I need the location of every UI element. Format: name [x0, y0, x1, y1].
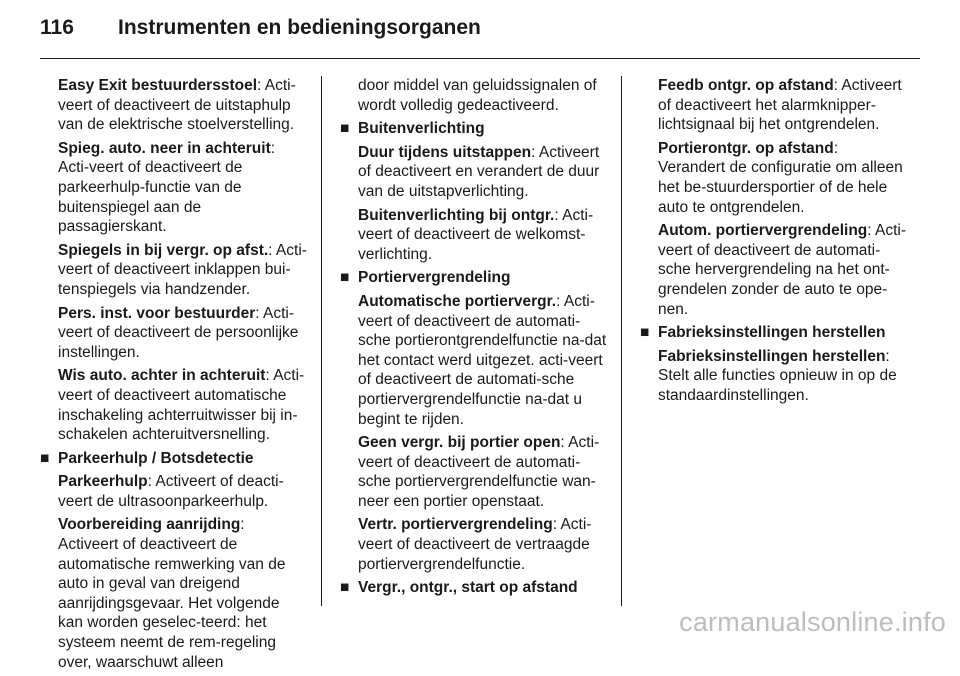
setting-description: : Activeert of deacti-veert de ultrasoonparkeerhulp. — [58, 473, 284, 510]
setting-item — [40, 515, 308, 672]
bullet-icon: ■ — [40, 449, 50, 467]
setting-description: : Acti-veert of deactiveert de automati-sche hervergrendeling na het ont-grendelen zonder de auto te ope-nen. — [658, 222, 907, 318]
setting-description: : Acti-veert of deactiveert de persoonlijke instellingen. — [58, 304, 299, 361]
setting-item — [40, 366, 308, 444]
setting-description: : Activeert of deactiveert en verandert de duur van de uitstapverlichting. — [358, 143, 600, 200]
setting-item — [40, 139, 308, 237]
column-1 — [40, 76, 308, 676]
header-rule — [40, 58, 920, 59]
setting-term: Voorbereiding aanrijding — [58, 516, 241, 534]
setting-term: Pers. inst. voor bestuurder — [58, 304, 256, 322]
page-number: 116 — [40, 16, 74, 39]
section-heading — [340, 119, 608, 139]
setting-term: Buitenverlichting bij ontgr. — [358, 206, 555, 224]
setting-description: : Acti-veert of deactiveert de automati-sche portierontgrendelfunctie na-dat het contact werd uitgezet. acti-veert of deactiveert de automati-sche portiervergrendelfunctie na-dat u begint te rijden. — [358, 292, 607, 428]
setting-term: Duur tijdens uitstappen — [358, 143, 532, 161]
setting-term: Spiegels in bij vergr. op afst. — [58, 241, 269, 259]
setting-item — [340, 76, 608, 115]
column-3 — [640, 76, 908, 410]
setting-description: : Acti-veert of deactiveert de vertraagde portiervergrendelfunctie. — [358, 516, 592, 573]
section-heading — [40, 449, 308, 469]
setting-item — [40, 76, 308, 135]
setting-description: : Activeert of deactiveert de automatische remwerking van de auto in geval van dreigend aanrijdingsgevaar. Het volgende kan worden geselec-teerd: het systeem neemt de rem-regeling over, waarschuwt alleen — [58, 516, 286, 671]
setting-description: : Acti-veert of deactiveert inklappen bui-tenspiegels via handzender. — [58, 241, 307, 298]
setting-item — [340, 292, 608, 429]
setting-term: Feedb ontgr. op afstand — [658, 77, 834, 94]
setting-term: Fabrieksinstellingen herstellen — [658, 347, 886, 365]
section-title: Buitenverlichting — [358, 120, 485, 138]
section-title: Fabrieksinstellingen herstellen — [658, 324, 886, 342]
setting-item — [340, 433, 608, 511]
setting-term: Vertr. portiervergrendeling — [358, 516, 553, 534]
setting-term: Automatische portiervergr. — [358, 292, 557, 310]
setting-description: : Acti-veert of deactiveert automatische inschakeling achterruitwisser bij in-schakelen achteruitversnelling. — [58, 367, 305, 444]
section-heading — [340, 268, 608, 288]
setting-item — [640, 347, 908, 406]
setting-term: Portierontgr. op afstand — [658, 139, 834, 157]
section-title: Portiervergrendeling — [358, 269, 511, 287]
section-heading — [640, 323, 908, 343]
page-header — [40, 16, 481, 52]
setting-item — [640, 139, 908, 217]
setting-term: Geen vergr. bij portier open — [358, 434, 561, 452]
setting-item — [640, 76, 908, 135]
section-title: Parkeerhulp / Botsdetectie — [58, 449, 254, 467]
bullet-icon: ■ — [340, 120, 350, 138]
setting-item — [40, 241, 308, 300]
bullet-icon: ■ — [340, 269, 350, 287]
setting-item — [640, 221, 908, 319]
setting-description: : Acti-veert of deactiveert de uitstaphulp van de elektrische stoelverstelling. — [58, 77, 296, 134]
setting-description: : Acti-veert of deactiveert de parkeerhulp-functie van de buitenspiegel aan de passagierskant. — [58, 139, 276, 236]
setting-description: : Stelt alle functies opnieuw in op de standaardinstellingen. — [658, 347, 897, 404]
column-divider — [621, 76, 622, 606]
setting-term: Parkeerhulp — [58, 473, 148, 491]
bullet-icon: ■ — [340, 579, 350, 597]
setting-term: Spieg. auto. neer in achteruit — [58, 139, 271, 157]
watermark: carmanualsonline.info — [679, 607, 946, 637]
setting-term: Autom. portiervergrendeling — [658, 222, 868, 240]
setting-item — [340, 143, 608, 202]
setting-item — [340, 515, 608, 574]
column-2 — [340, 76, 608, 602]
setting-item — [340, 206, 608, 265]
column-divider — [321, 76, 322, 606]
setting-term: Wis auto. achter in achteruit — [58, 367, 266, 385]
setting-term: Easy Exit bestuurdersstoel — [58, 77, 257, 94]
section-title: Vergr., ontgr., start op afstand — [358, 579, 578, 597]
section-heading — [340, 578, 608, 598]
setting-item — [40, 304, 308, 363]
setting-description: : Acti-veert of deactiveert de automati-sche portiervergrendelfunctie wan-neer een portier openstaat. — [358, 434, 600, 510]
setting-description: : Activeert of deactiveert het alarmknipper-lichtsignaal bij het ontgrendelen. — [658, 77, 902, 134]
setting-item — [40, 472, 308, 511]
bullet-icon: ■ — [640, 324, 650, 342]
setting-description: door middel van geluidssignalen of wordt volledig gedeactiveerd. — [358, 77, 597, 114]
setting-description: : Acti-veert of deactiveert de welkomst-verlichting. — [358, 206, 594, 263]
setting-description: : Verandert de configuratie om alleen het be-stuurdersportier of de hele auto te ontgrendelen. — [658, 139, 903, 216]
page-title: Instrumenten en bedieningsorganen — [118, 16, 481, 39]
